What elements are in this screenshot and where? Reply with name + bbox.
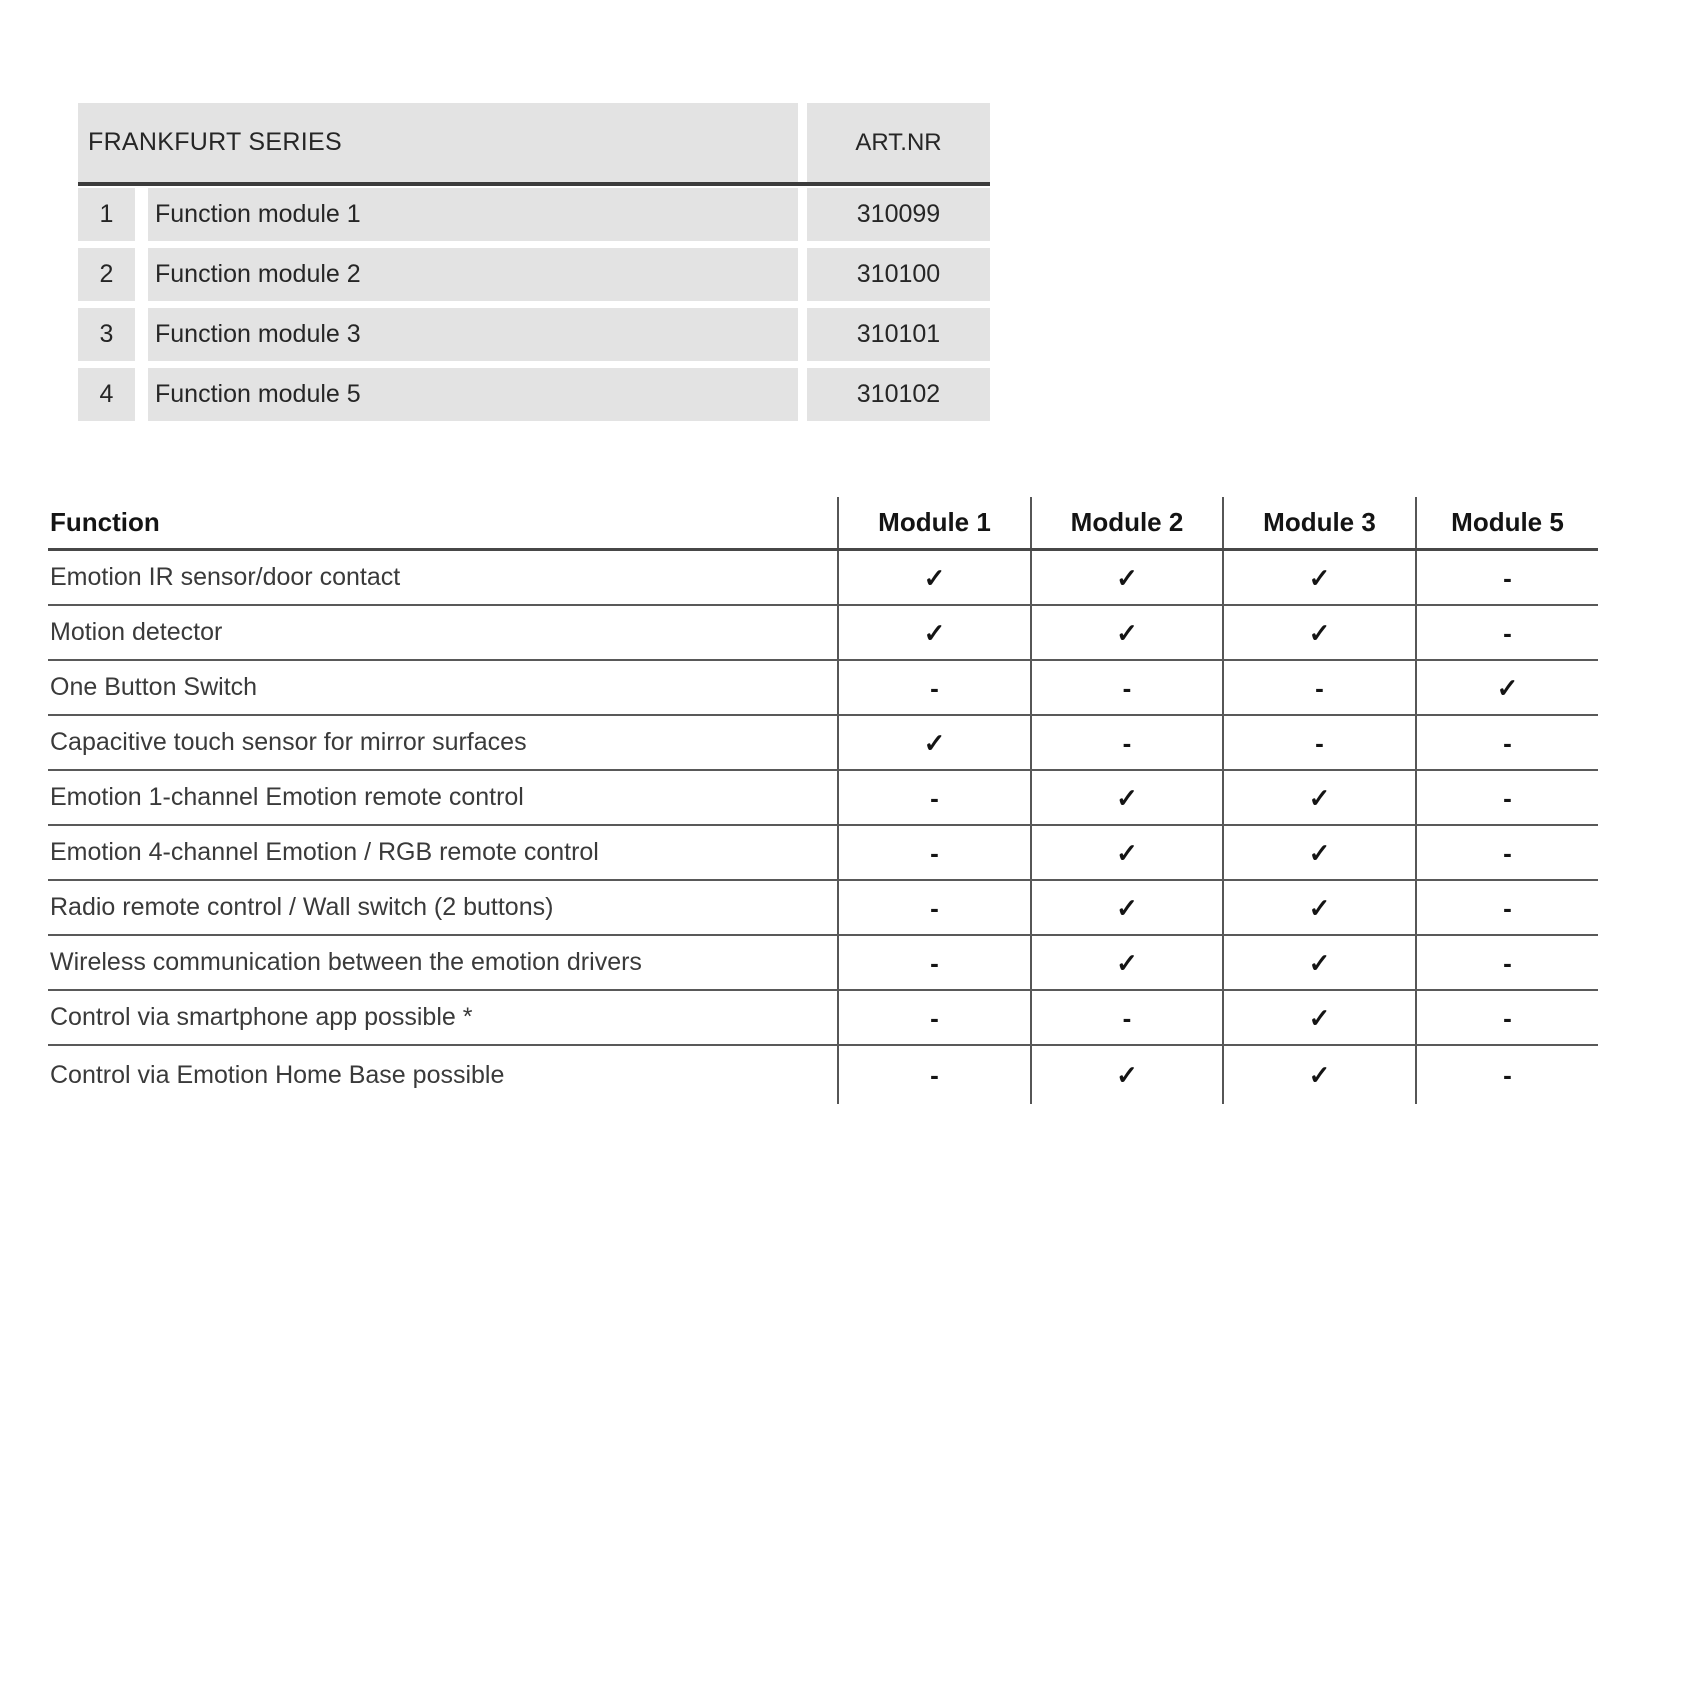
product-index: 3 [78,308,135,361]
feature-value: - [930,1002,939,1033]
feature-value: ✓ [1116,947,1138,978]
feature-value-cell [1415,936,1598,989]
feature-value: ✓ [1116,782,1138,813]
feature-value-cell [1030,661,1222,714]
feature-value-cell [1030,771,1222,824]
header-rule [78,182,990,186]
feature-value-cell [1030,826,1222,879]
product-index: 1 [78,188,135,241]
feature-value: - [1503,1060,1512,1090]
feature-value-cell [1030,991,1222,1044]
feature-value-cell [1415,716,1598,769]
feature-value-cell [1415,661,1598,714]
product-artnr: 310100 [807,248,990,301]
feature-value: ✓ [1496,672,1519,703]
product-index: 4 [78,368,135,421]
feature-value-cell [837,826,1030,879]
feature-value-cell [837,936,1030,989]
module-column-header: Module 5 [1415,497,1598,548]
feature-value-cell [837,661,1030,714]
feature-value-cell [1415,606,1598,659]
feature-value-cell [837,716,1030,769]
feature-value: ✓ [1308,837,1331,868]
feature-value-cell [1415,1046,1598,1104]
feature-value: - [1122,727,1132,758]
feature-value: - [1503,837,1512,868]
feature-label: Wireless communication between the emotion drivers [50,948,642,976]
series-title: FRANKFURT SERIES [78,103,798,182]
feature-value-cell [1222,936,1415,989]
feature-value-cell [1030,716,1222,769]
feature-value: ✓ [1308,947,1331,978]
column-gap [135,188,148,241]
function-column-header: Function [50,507,160,537]
feature-label: Emotion 4-channel Emotion / RGB remote control [50,838,599,866]
feature-value-cell [1415,826,1598,879]
feature-label: Control via smartphone app possible * [50,1003,473,1031]
frankfurt-table-header [78,103,990,182]
feature-value-cell [1415,551,1598,604]
feature-label: Emotion IR sensor/door contact [50,563,401,591]
feature-value-cell [1222,881,1415,934]
feature-value: - [1503,727,1512,758]
feature-value-cell [1222,826,1415,879]
feature-value-cell [837,606,1030,659]
module-column-header: Module 3 [1222,497,1415,548]
feature-value: - [1315,727,1324,758]
product-row [78,188,990,241]
feature-value: ✓ [1308,617,1331,648]
feature-value: ✓ [923,562,946,593]
column-gap [135,308,148,361]
product-name: Function module 5 [148,368,798,421]
feature-value-cell [1415,771,1598,824]
column-gap [135,248,148,301]
feature-label: Control via Emotion Home Base possible [50,1060,505,1089]
feature-value-cell [1030,936,1222,989]
feature-value-cell [837,991,1030,1044]
column-gap [798,308,807,361]
feature-value-cell [1030,881,1222,934]
product-name: Function module 2 [148,248,798,301]
feature-row [48,991,1598,1046]
feature-value: ✓ [1308,782,1331,813]
feature-row [48,661,1598,716]
feature-value-cell [1222,1046,1415,1104]
product-row [78,368,990,421]
feature-value-cell [1222,991,1415,1044]
column-gap [798,188,807,241]
product-artnr: 310102 [807,368,990,421]
feature-value-cell [1415,991,1598,1044]
column-gap [798,368,807,421]
feature-value-cell [1222,661,1415,714]
feature-row [48,936,1598,991]
feature-value: ✓ [1116,892,1138,923]
feature-value-cell [1222,716,1415,769]
artnr-column-header: ART.NR [807,103,990,182]
feature-value: - [1503,947,1512,978]
feature-value: - [1315,672,1324,703]
column-gap [798,248,807,301]
feature-value-cell [1222,551,1415,604]
feature-value-cell [837,551,1030,604]
feature-value: - [1503,617,1512,648]
feature-value-cell [1222,771,1415,824]
feature-value: - [930,782,939,813]
feature-value: ✓ [1116,617,1138,648]
product-row [78,308,990,361]
frankfurt-series-table [78,103,990,428]
product-artnr: 310099 [807,188,990,241]
product-row [78,248,990,301]
feature-value: ✓ [1308,892,1331,923]
feature-row [48,771,1598,826]
feature-row [48,551,1598,606]
feature-value-cell [1030,551,1222,604]
feature-value: - [1503,562,1512,593]
product-index: 2 [78,248,135,301]
product-name: Function module 1 [148,188,798,241]
feature-value: - [930,1060,939,1090]
feature-value-cell [837,881,1030,934]
feature-row [48,606,1598,661]
feature-row [48,826,1598,881]
feature-value: ✓ [1116,562,1138,593]
feature-row [48,881,1598,936]
matrix-header-row [48,497,1598,551]
feature-value-cell [1030,606,1222,659]
feature-value: - [1122,1002,1132,1033]
feature-row [48,716,1598,771]
feature-label: Radio remote control / Wall switch (2 buttons) [50,893,554,921]
feature-value: - [1503,1002,1512,1033]
feature-value-cell [1222,606,1415,659]
function-matrix-table [48,497,1598,1104]
feature-value: ✓ [1116,1060,1138,1090]
module-column-header: Module 2 [1030,497,1222,548]
column-gap [135,368,148,421]
feature-value: - [930,947,939,978]
product-name: Function module 3 [148,308,798,361]
feature-value: ✓ [1308,1002,1331,1033]
feature-value: ✓ [1308,562,1331,593]
feature-value: ✓ [1308,1060,1331,1090]
feature-value-cell [1030,1046,1222,1104]
column-gap [798,103,807,182]
feature-value: ✓ [1116,837,1138,868]
feature-label: Emotion 1-channel Emotion remote control [50,783,524,811]
feature-value: ✓ [923,617,946,648]
feature-label: Motion detector [50,618,223,646]
feature-value-cell [837,1046,1030,1104]
feature-value: - [930,672,939,703]
feature-label: Capacitive touch sensor for mirror surfaces [50,728,527,756]
product-artnr: 310101 [807,308,990,361]
feature-value: - [930,837,939,868]
frankfurt-table-body [78,188,990,421]
feature-label: One Button Switch [50,673,258,701]
feature-value: - [1503,782,1512,813]
module-column-header: Module 1 [837,497,1030,548]
feature-value-cell [837,771,1030,824]
feature-value: - [1503,892,1512,923]
feature-value: - [1122,672,1132,703]
feature-value: ✓ [923,727,946,758]
feature-value-cell [1415,881,1598,934]
feature-value: - [930,892,939,923]
feature-row [48,1046,1598,1104]
